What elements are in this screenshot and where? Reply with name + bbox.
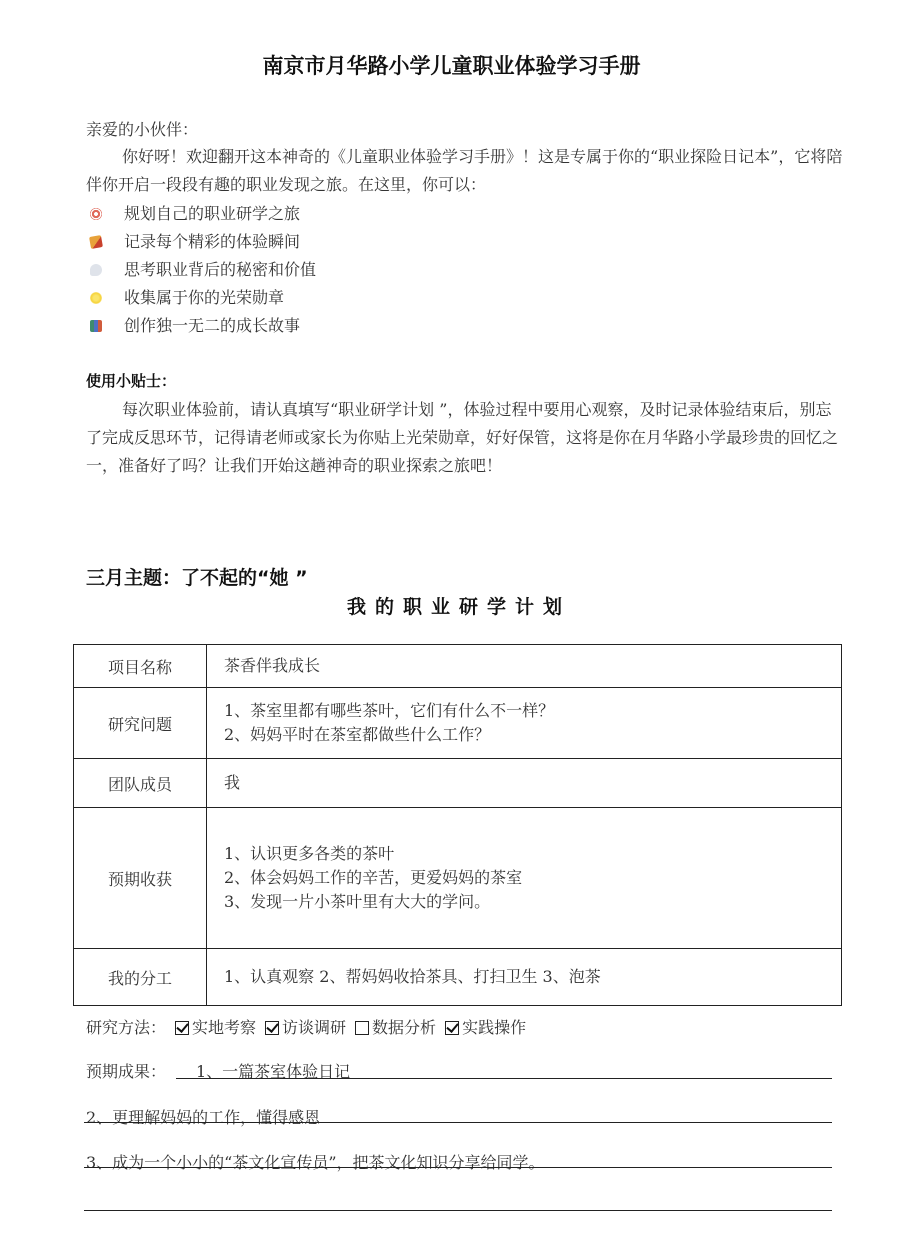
outcome-line-3: 3、成为一个小小的“茶文化宣传员”，把茶文化知识分享给同学。 xyxy=(86,1153,545,1172)
plan-title: 我的职业研学计划 xyxy=(346,596,571,618)
research-methods xyxy=(86,1015,526,1038)
row-line: 茶香伴我成长 xyxy=(224,656,321,675)
list-item xyxy=(86,312,316,340)
table-row xyxy=(74,645,842,688)
row-line: 2、体会妈妈工作的辛苦，更爱妈妈的茶室 xyxy=(224,868,523,887)
checkbox-data-analysis[interactable] xyxy=(355,1021,369,1035)
checkbox-interview[interactable] xyxy=(265,1021,279,1035)
list-item xyxy=(86,228,316,256)
row-line: 1、茶室里都有哪些茶叶，它们有什么不一样？ xyxy=(224,701,555,720)
target-icon xyxy=(90,208,102,220)
page-title: 南京市月华路小学儿童职业体验学习手册 xyxy=(262,54,641,78)
greeting: 亲爱的小伙伴： xyxy=(86,120,199,139)
table-row xyxy=(74,949,842,1006)
row-label: 研究问题 xyxy=(74,688,207,759)
checkbox-label: 访谈调研 xyxy=(282,1018,347,1037)
checkbox-field-survey[interactable] xyxy=(175,1021,189,1035)
checkbox-label: 实地考察 xyxy=(192,1018,257,1037)
underline xyxy=(84,1122,832,1123)
tips-heading: 使用小贴士： xyxy=(86,372,177,390)
methods-label: 研究方法： xyxy=(86,1018,167,1037)
outcomes-label: 预期成果： xyxy=(86,1062,167,1081)
thought-bubble-icon xyxy=(90,264,102,276)
list-item xyxy=(86,200,316,228)
outcome-line-2: 2、更理解妈妈的工作，懂得感恩 xyxy=(86,1108,321,1127)
table-row xyxy=(74,688,842,759)
row-value xyxy=(207,759,842,808)
row-line: 1、认识更多各类的茶叶 xyxy=(224,844,395,863)
row-value xyxy=(207,808,842,949)
row-line: 我 xyxy=(224,773,241,792)
outcome-line-1: 1、一篇茶室体验日记 xyxy=(196,1062,351,1081)
row-line: 1、认真观察 2、帮妈妈收拾茶具、打扫卫生 3、泡茶 xyxy=(224,967,601,986)
row-value xyxy=(207,645,842,688)
plan-table xyxy=(73,644,842,1006)
row-line: 3、发现一片小茶叶里有大大的学问。 xyxy=(224,892,491,911)
tips-body: 每次职业体验前，请认真填写“职业研学计划 ”，体验过程中要用心观察，及时记录体验结束后，别忘了完成反思环节，记得请老师或家长为你贴上光荣勋章，好好保管，这将是你在月华路小学最珍贵的回忆之一，准备好了吗？让我们开始这趟神奇的职业探索之旅吧！ xyxy=(86,400,839,475)
intro-paragraph: 你好呀！欢迎翻开这本神奇的《儿童职业体验学习手册》！这是专属于你的“职业探险日记本”，它将陪伴你开启一段段有趣的职业发现之旅。在这里，你可以： xyxy=(86,147,843,194)
list-item xyxy=(86,284,316,312)
row-label: 预期收获 xyxy=(74,808,207,949)
row-value xyxy=(207,949,842,1006)
table-row xyxy=(74,759,842,808)
month-theme: 三月主题：了不起的“她 ” xyxy=(86,567,308,589)
row-label: 我的分工 xyxy=(74,949,207,1006)
checkbox-label: 数据分析 xyxy=(372,1018,437,1037)
underline xyxy=(84,1167,832,1168)
row-label: 项目名称 xyxy=(74,645,207,688)
checkbox-label: 实践操作 xyxy=(462,1018,527,1037)
list-item-text: 创作独一无二的成长故事 xyxy=(124,316,301,335)
blank-underline xyxy=(84,1210,832,1211)
row-value xyxy=(207,688,842,759)
list-item xyxy=(86,256,316,284)
list-item-text: 记录每个精彩的体验瞬间 xyxy=(124,232,301,251)
row-line: 2、妈妈平时在茶室都做些什么工作？ xyxy=(224,725,491,744)
books-icon xyxy=(90,320,102,332)
pencil-icon xyxy=(89,235,103,249)
feature-list xyxy=(86,200,316,340)
row-label: 团队成员 xyxy=(74,759,207,808)
checkbox-practice[interactable] xyxy=(445,1021,459,1035)
underline xyxy=(176,1078,832,1079)
list-item-text: 规划自己的职业研学之旅 xyxy=(124,204,301,223)
table-row xyxy=(74,808,842,949)
list-item-text: 收集属于你的光荣勋章 xyxy=(124,288,285,307)
list-item-text: 思考职业背后的秘密和价值 xyxy=(124,260,317,279)
star-icon xyxy=(90,292,102,304)
